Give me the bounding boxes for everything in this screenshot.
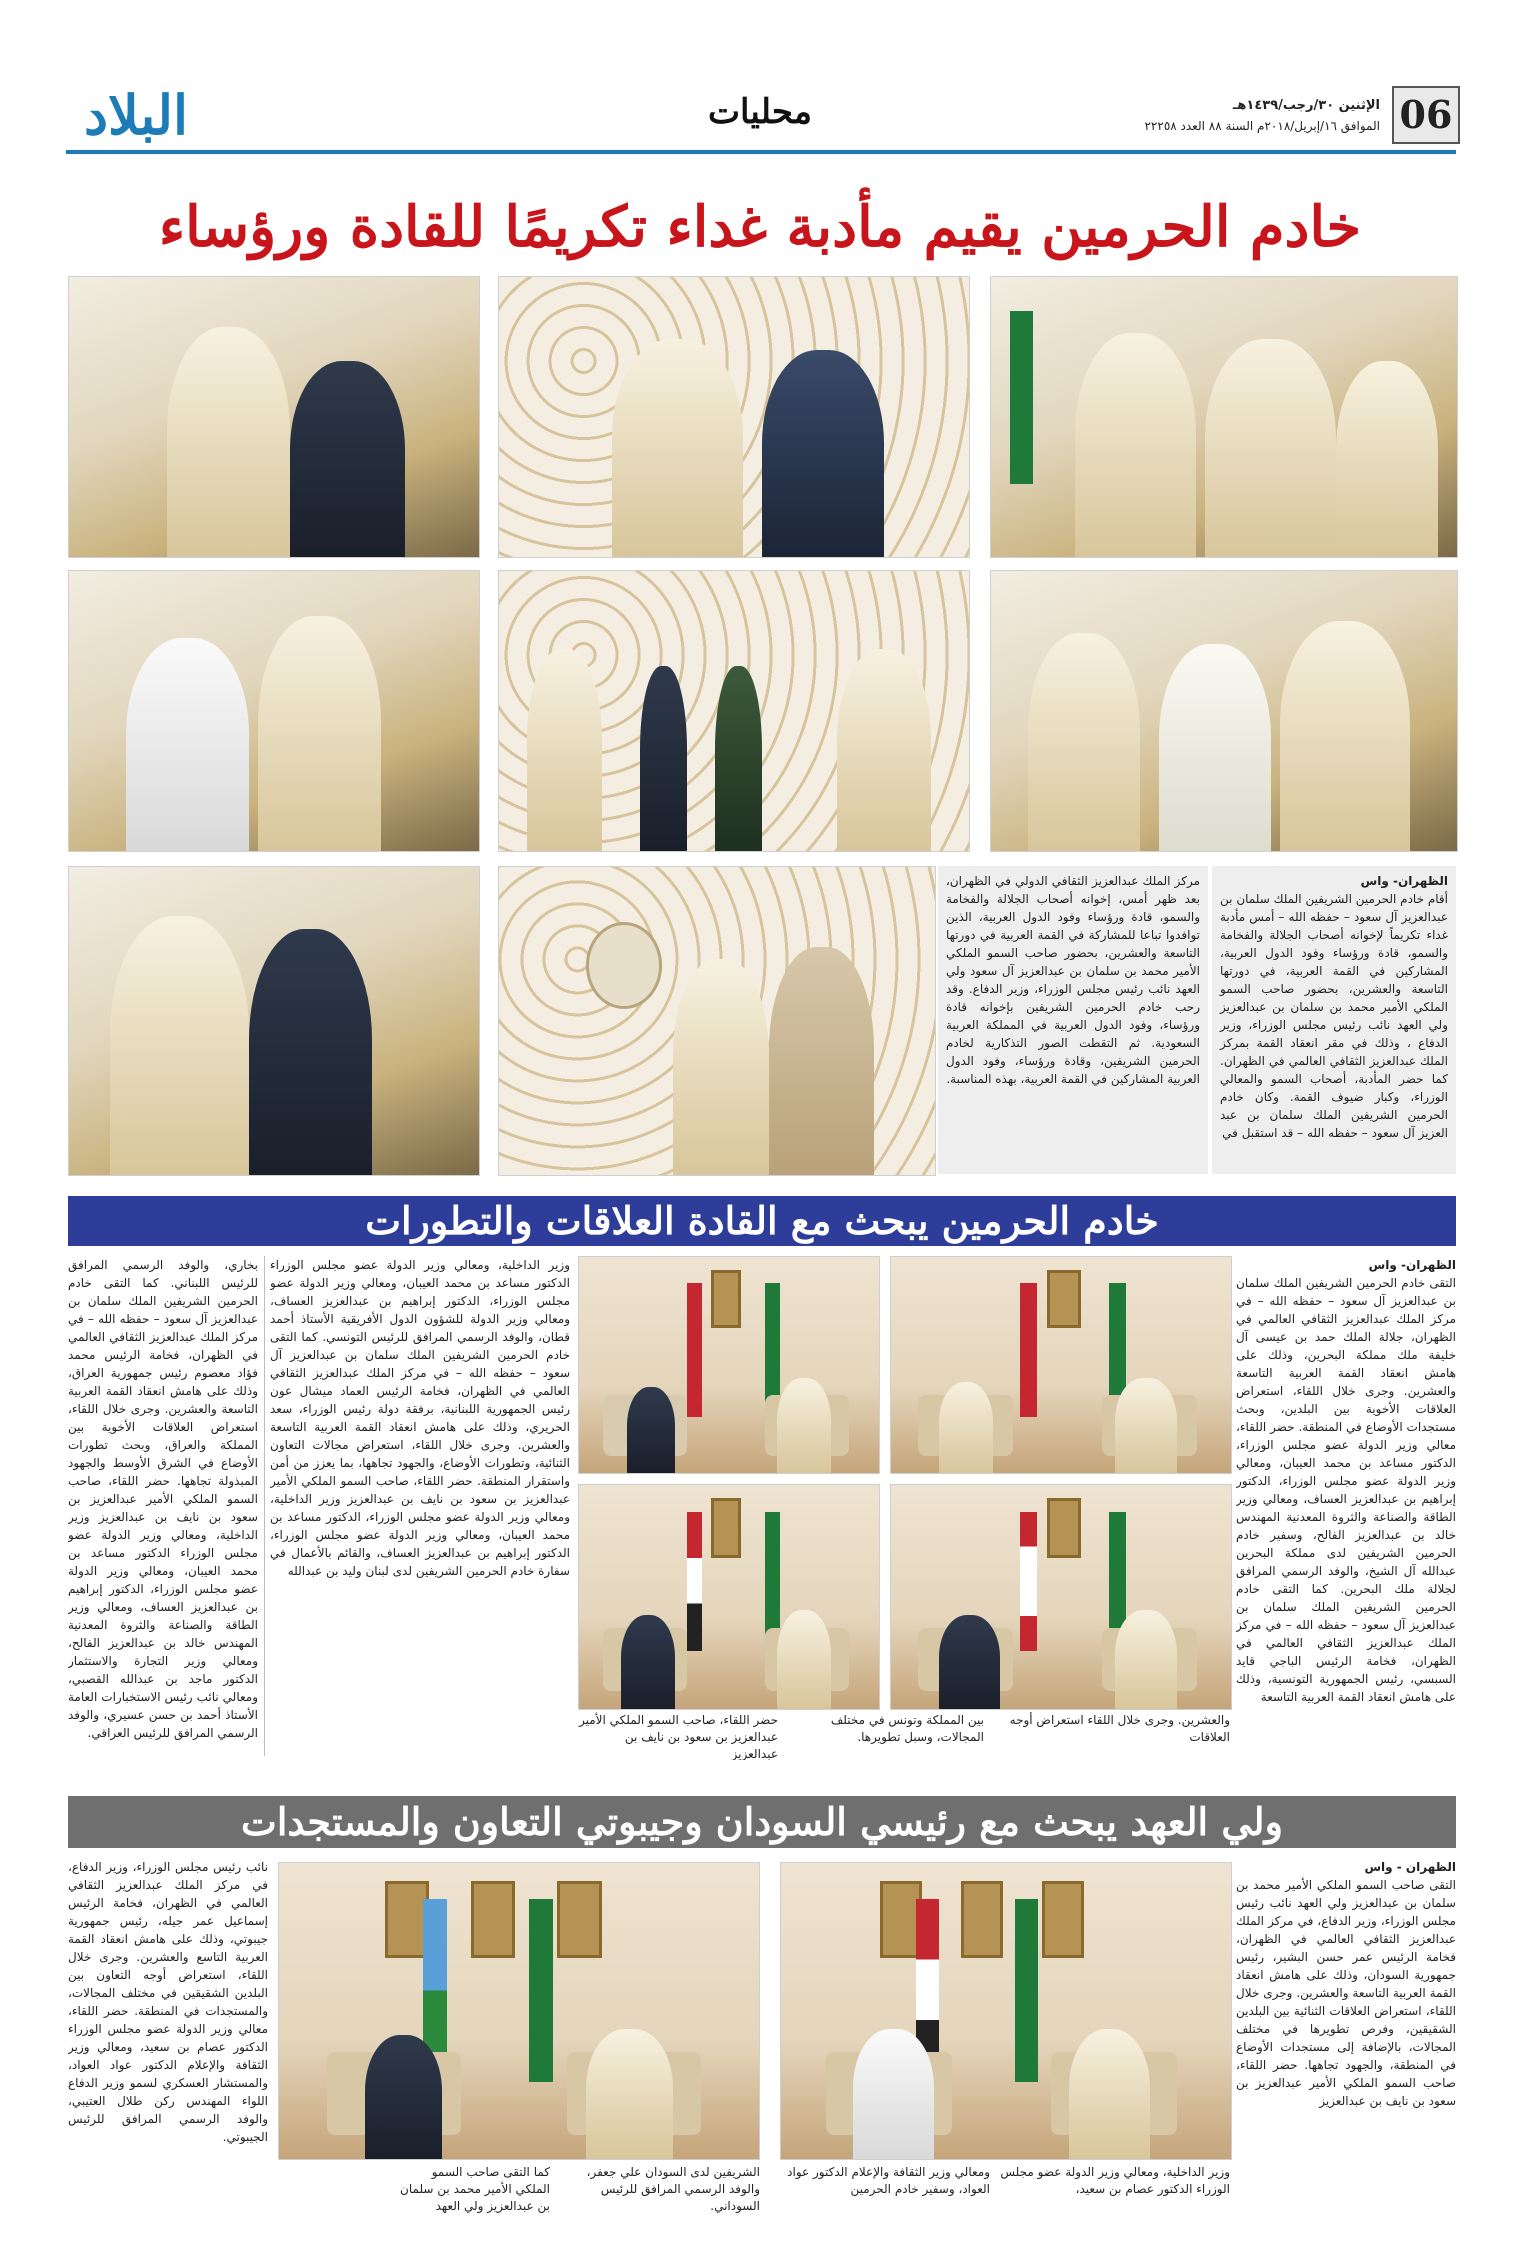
article2-column-1-text: التقى خادم الحرمين الشريفين الملك سلمان بن عبدالعزيز آل سعود – حفظه الله – في مركز الملك عبدالعزيز الثقافي العالمي في الظهران، جلالة الملك حمد بن عيسى آل خليفة ملك مملكة البحرين، وذلك على هامش انعقاد القمة العربية التاسعة والعشرين. وجرى خلال اللقاء، استعراض العلاقات الأخوية بين البلدين، وبحث مستجدات الأوضاع في المنطقة. حضر اللقاء، معالي وزير الدولة عضو مجلس الوزراء، الدكتور مساعد بن محمد العيبان، ومعالي وزير الدولة عضو مجلس الوزراء، الدكتور إبراهيم بن عبدالعزيز العساف، ومعالي وزير الطاقة والصناعة والثروة المعدنية المهندس خالد بن عبدالعزيز الفالح، وسفير خادم الحرمين الشريفين لدى مملكة البحرين عبدالله آل الشيخ، والوفد الرسمي المرافق لجلالة ملك البحرين. كما التقى خادم الحرمين الشريفين الملك سلمان بن عبدالعزيز آل سعود – حفظه الله – في مركز الملك عبدالعزيز الثقافي العالمي في الظهران، فخامة الرئيس الباجي قايد السبسي، رئيس الجمهورية التونسية، وذلك على هامش انعقاد القمة العربية التاسعة (1236, 1276, 1456, 1704)
photo-king-meets-bahrain-king (890, 1256, 1232, 1474)
article1-headline: خادم الحرمين يقيم مأدبة غداء تكريمًا للقادة ورؤساء (158, 194, 1362, 260)
article2-column-3-text: بخاري، والوفد الرسمي المرافق للرئيس اللبناني. كما التقى خادم الحرمين الشريفين الملك سلمان بن عبدالعزيز آل سعود – حفظه الله – في مركز الملك عبدالعزيز الثقافي العالمي في الظهران، فخامة الرئيس محمد فؤاد معصوم رئيس جمهورية العراق، وذلك على هامش انعقاد القمة العربية التاسعة والعشرين. وجرى خلال اللقاء، استعراض العلاقات الأخوية بين المملكة والعراق، وبحث تطورات الأوضاع في الشرق الأوسط والجهود المبذولة تجاهها. حضر اللقاء، صاحب السمو الملكي الأمير عبدالعزيز بن سعود بن نايف بن عبدالعزيز وزير الداخلية، ومعالي وزير الدولة عضو مجلس الوزراء الدكتور مساعد بن محمد العيبان، ومعالي وزير الدولة عضو مجلس الوزراء، الدكتور إبراهيم بن عبدالعزيز العساف، ومعالي وزير الطاقة والصناعة والثروة المعدنية المهندس خالد بن عبدالعزيز الفالح، ومعالي وزير التجارة والاستثمار الدكتور ماجد بن عبدالله القصبي، ومعالي نائب رئيس الاستخبارات العامة الأستاذ أحمد بن حسن عسيري، والوفد الرسمي المرافق للرئيس العراقي. (68, 1258, 258, 1740)
article3-headline: ولي العهد يبحث مع رئيسي السودان وجيبوتي التعاون والمستجدات (68, 1796, 1456, 1848)
photo-king-greeting-leader-1 (68, 276, 480, 558)
article2-column-2 (270, 1256, 570, 1760)
article3-column-2-text: نائب رئيس مجلس الوزراء، وزير الدفاع، في مركز الملك عبدالعزيز الثقافي العالمي في الظهران، فخامة الرئيس إسماعيل عمر جيله، رئيس جمهورية جيبوتي، وذلك على هامش انعقاد القمة العربية التاسع والعشرين. وجرى خلال اللقاء، استعراض أوجه التعاون بين البلدين الشقيقين في مختلف المجالات، والمستجدات في المنطقة. حضر اللقاء، معالي وزير الدولة عضو مجلس الوزراء الدكتور عصام بن سعيد، ومعالي وزير الثقافة والإعلام الدكتور عواد العواد، والمستشار العسكري لسمو وزير الدفاع اللواء المهندس ركن طلال العتيبي، والوفد الرسمي المرافق للرئيس الجيبوتي. (68, 1860, 268, 2144)
article1-column-1 (1212, 866, 1456, 1174)
article3-column-2 (68, 1858, 268, 2238)
photo-king-meets-lebanese-president (890, 1484, 1232, 1710)
photo-crown-prince-meets-djibouti-president (278, 1862, 760, 2160)
article3-caption-1: وزير الداخلية، ومعالي وزير الدولة عضو مجلس الوزراء الدكتور عصام بن سعيد، (1000, 2165, 1230, 2196)
photo-king-greeting-leader-3 (990, 276, 1458, 558)
article1-column-2 (938, 866, 1208, 1174)
date-hijri: الإثنين ٣٠/رجب/١٤٣٩هـ (1232, 98, 1380, 113)
photo-king-greeting-leader-4 (68, 866, 480, 1176)
article2-column-2-text: وزير الداخلية، ومعالي وزير الدولة عضو مجلس الوزراء الدكتور مساعد بن محمد العيبان، ومعالي وزير الدولة عضو مجلس الوزراء، الدكتور إبراهيم بن عبدالعزيز العساف، ومعالي وزير الدولة للشؤون الدول الأفريقية الأستاذ أحمد قطان، والوفد الرسمي المرافق للرئيس التونسي. كما التقى خادم الحرمين الشريفين الملك سلمان بن عبدالعزيز آل سعود – حفظه الله – في مركز الملك عبدالعزيز الثقافي العالمي في الظهران، فخامة الرئيس العماد ميشال عون رئيس الجمهورية اللبنانية، برفقة دولة رئيس الوزراء، سعد الحريري، وذلك على هامش انعقاد القمة العربية التاسعة والعشرين. وجرى خلال اللقاء، استعراض مجالات التعاون الثنائية، وتطورات الأوضاع، والجهود تجاهها، بما يعزز من أمن واستقرار المنطقة. حضر اللقاء، صاحب السمو الملكي الأمير عبدالعزيز بن سعود بن نايف بن عبدالعزيز وزير الداخلية، ومعالي وزير الدولة عضو مجلس الوزراء، الدكتور مساعد بن محمد العيبان، ومعالي وزير الدولة عضو مجلس الوزراء، الدكتور إبراهيم بن عبدالعزيز العساف، والقائم بالأعمال في سفارة خادم الحرمين الشريفين لدى لبنان وليد بن عبدالله (270, 1258, 570, 1578)
photo-king-meets-iraqi-president (578, 1484, 880, 1710)
photo-king-greeting-leader-summit-logo (498, 866, 936, 1176)
article2-caption-1: والعشرين. وجرى خلال اللقاء استعراض أوجه العلاقات (1009, 1713, 1230, 1744)
article1-column-2-text: مركز الملك عبدالعزيز الثقافي الدولي في الظهران، بعد ظهر أمس، إخوانه أصحاب الجلالة والفخامة والسمو، قادة ورؤساء وفود الدول العربية، الذين توافدوا تباعا للمشاركة في القمة العربية في دورتها التاسعة والعشرين، بحضور صاحب السمو الملكي الأمير محمد بن سلمان بن عبدالعزيز آل سعود ولي العهد نائب رئيس مجلس الوزراء، وزير الدفاع. وقد رحب خادم الحرمين الشريفين بإخوانه قادة ورؤساء، وفود الدول العربية في المملكة العربية السعودية. ثم التقطت الصور التذكارية لخادم الحرمين الشريفين، وقادة ورؤساء، وفود الدول العربية المشاركين في القمة العربية، بهذه المناسبة. (946, 874, 1200, 1086)
photo-crown-prince-meets-sudan-president (780, 1862, 1232, 2160)
article3-caption-2: ومعالي وزير الثقافة والإعلام الدكتور عواد العواد، وسفير خادم الحرمين (787, 2165, 990, 2196)
newspaper-logo: البلاد (83, 83, 189, 147)
section-title: محليات (707, 92, 813, 132)
column-divider (264, 1256, 265, 1756)
article2-caption-3: حضر اللقاء، صاحب السمو الملكي الأمير عبدالعزيز بن سعود بن نايف بن عبدالعزيز (579, 1713, 778, 1760)
date-gregorian: الموافق ١٦/إبريل/٢٠١٨م السنة ٨٨ العدد ٢٢٢٥٨ (1144, 119, 1380, 133)
article3-column-1 (1236, 1858, 1456, 2238)
photo-crown-prince-greeting-leader (68, 570, 480, 852)
article2-headline: خادم الحرمين يبحث مع القادة العلاقات والتطورات (68, 1196, 1456, 1246)
article1-dateline: الظهران- واس (1360, 874, 1448, 888)
photo-king-meets-tunisian-president (578, 1256, 880, 1474)
article2-column-1 (1236, 1256, 1456, 1760)
photo-king-greeting-leader-2 (498, 276, 970, 558)
article2-caption-2: بين المملكة وتونس في مختلف المجالات، وسبل تطويرها. (830, 1713, 984, 1744)
masthead-rule (66, 150, 1456, 154)
page-number: 06 (1392, 86, 1460, 144)
article1-column-1-text: أقام خادم الحرمين الشريفين الملك سلمان بن عبدالعزيز آل سعود – حفظه الله – أمس مأدبة غداء تكريماً لإخوانه أصحاب الجلالة والفخامة والسمو، قادة ورؤساء وفود الدول العربية، المشاركين في القمة العربية، في دورتها التاسعة والعشرين، بحضور صاحب السمو الملكي الأمير محمد بن سلمان بن عبدالعزيز ولي العهد نائب رئيس مجلس الوزراء، وزير الدفاع ، وذلك في مقر انعقاد القمة بمركز الملك عبدالعزيز الثقافي العالمي في الظهران. كما حضر المأدبة، أصحاب السمو والمعالي الوزراء، وكبار ضيوف القمة. وكان خادم الحرمين الشريفين الملك سلمان بن عبد العزيز آل سعود – حفظه الله – قد استقبل في (1220, 892, 1448, 1140)
article3-caption-4: كما التقى صاحب السمو الملكي الأمير محمد بن سلمان بن عبدالعزيز ولي العهد (400, 2165, 550, 2213)
issue-dateline (1100, 96, 1380, 140)
article3-caption-3: الشريفين لدى السودان علي جعفر، والوفد الرسمي المرافق للرئيس السوداني. (586, 2165, 760, 2213)
photo-king-walking-with-leaders (990, 570, 1458, 852)
article3-dateline: الظهران - واس (1364, 1860, 1456, 1874)
article3-column-1-text: التقى صاحب السمو الملكي الأمير محمد بن سلمان بن عبدالعزيز ولي العهد نائب رئيس مجلس الوزراء، وزير الدفاع، في مركز الملك عبدالعزيز الثقافي العالمي في الظهران، فخامة الرئيس عمر حسن البشير، رئيس جمهورية السودان، وذلك على هامش انعقاد القمة العربية التاسعة والعشرين. وجرى خلال اللقاء، استعراض العلاقات الثنائية بين البلدين الشقيقين، وفرص تطويرها في مختلف المجالات، بالإضافة إلى مستجدات الأوضاع في المنطقة، والجهود تجاهها. حضر اللقاء، صاحب السمو الملكي الأمير عبدالعزيز بن سعود بن نايف بن عبدالعزيز (1236, 1878, 1456, 2108)
article2-dateline: الظهران- واس (1368, 1258, 1456, 1272)
photo-leader-arrival (498, 570, 970, 852)
article2-column-3 (68, 1256, 258, 1760)
